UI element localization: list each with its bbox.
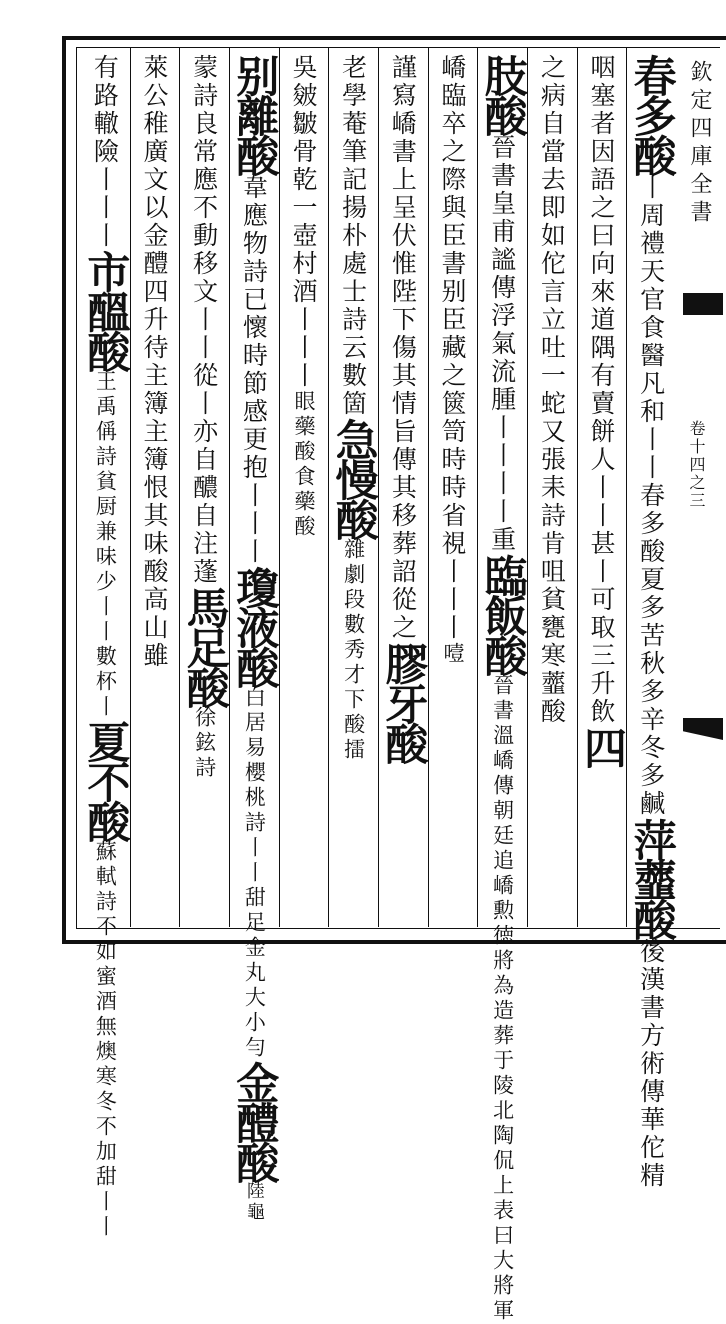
text-column — [326, 54, 380, 922]
headword: 四 — [577, 726, 627, 766]
headword: 肢酸 — [477, 54, 528, 134]
text-column — [475, 54, 529, 1324]
annotation-text: 後漢書方術傳華佗精 — [636, 938, 666, 1190]
headword: 急慢酸 — [328, 418, 379, 538]
annotation-text: 蘇軾詩不如蜜酒無燠寒冬不加甜丨丨 — [93, 840, 118, 1240]
annotation-text: 咽塞者因語之曰向來道隅有賣餅人丨丨甚丨可取三升飲 — [587, 54, 616, 726]
annotation-text: 丨周禮天官食醫凡和丨丨春多酸夏多苦秋多辛冬多鹹 — [636, 174, 666, 818]
text-column — [277, 54, 331, 922]
headword: 膠牙酸 — [378, 642, 429, 762]
headword: 市醞酸 — [80, 250, 131, 370]
headword: 馬足酸 — [179, 586, 230, 706]
text-column — [575, 54, 629, 922]
text-column — [227, 54, 281, 1223]
annotation-text: 噎 — [441, 642, 465, 667]
text-column — [426, 54, 480, 922]
book-title-margin: 欽定四庫全書 — [687, 60, 712, 228]
annotation-text: 白居易櫻桃詩丨丨甜足金丸大小勻 — [242, 686, 267, 1061]
headword: 萍虀酸 — [626, 818, 677, 938]
headword: 别離酸 — [229, 54, 280, 174]
text-column — [177, 54, 231, 922]
headword: 夏不酸 — [80, 720, 131, 840]
annotation-text: 晉書溫嶠傳朝廷追嶠勲徳將為造葬于陵北陶侃上表曰大將軍 — [490, 674, 515, 1324]
annotation-text: 晉書皇甫謐傳浮氣流腫丨丨丨丨重 — [487, 134, 517, 554]
annotation-text: 之病自當去即如佗言立吐一蛇又張耒詩肯咀貧甕寒虀酸 — [537, 54, 567, 726]
fishtail-mark-top — [683, 293, 723, 315]
annotation-text: 韋應物詩已懷時節感更抱丨丨丨 — [239, 174, 269, 566]
juan-label-margin: 卷十四之三 — [687, 420, 706, 510]
text-column — [624, 54, 678, 1190]
annotation-text: 萊公稚廣文以金醴四升待主簿主簿恨其味酸高山雖 — [140, 54, 169, 670]
annotation-text: 老學菴筆記揚朴處士詩云數箇 — [338, 54, 368, 418]
text-column — [376, 54, 430, 922]
annotation-text: 吳皴皺骨乾一壺村酒丨丨丨 — [289, 54, 318, 390]
annotation-text: 雜劇段數秀才下酸擂 — [341, 538, 366, 763]
annotation-text: 陸龜 — [243, 1181, 265, 1223]
headword: 臨飯酸 — [477, 554, 528, 674]
annotation-text: 王禹偁詩貧厨兼味少丨丨數杯丨 — [93, 370, 118, 720]
headword: 金醴酸 — [229, 1061, 280, 1181]
annotation-text: 謹寫嶠書上呈伏惟陛下傷其情旨傳其移葬詔從之 — [388, 54, 418, 642]
annotation-text: 眼藥酸食藥酸 — [292, 390, 316, 540]
headword: 瓊液酸 — [229, 566, 280, 686]
headword: 春多酸 — [626, 54, 677, 174]
annotation-text: 有路轍險丨丨丨 — [90, 54, 120, 250]
text-column — [78, 54, 132, 1240]
annotation-text: 徐鉉詩 — [192, 706, 217, 781]
annotation-text: 嶠臨卒之際與臣書别臣藏之篋笥時時省視丨丨丨 — [438, 54, 467, 642]
text-column — [525, 54, 579, 922]
text-column — [128, 54, 182, 922]
annotation-text: 蒙詩良常應不動移文丨丨從丨亦自醲自注蓬 — [189, 54, 219, 586]
